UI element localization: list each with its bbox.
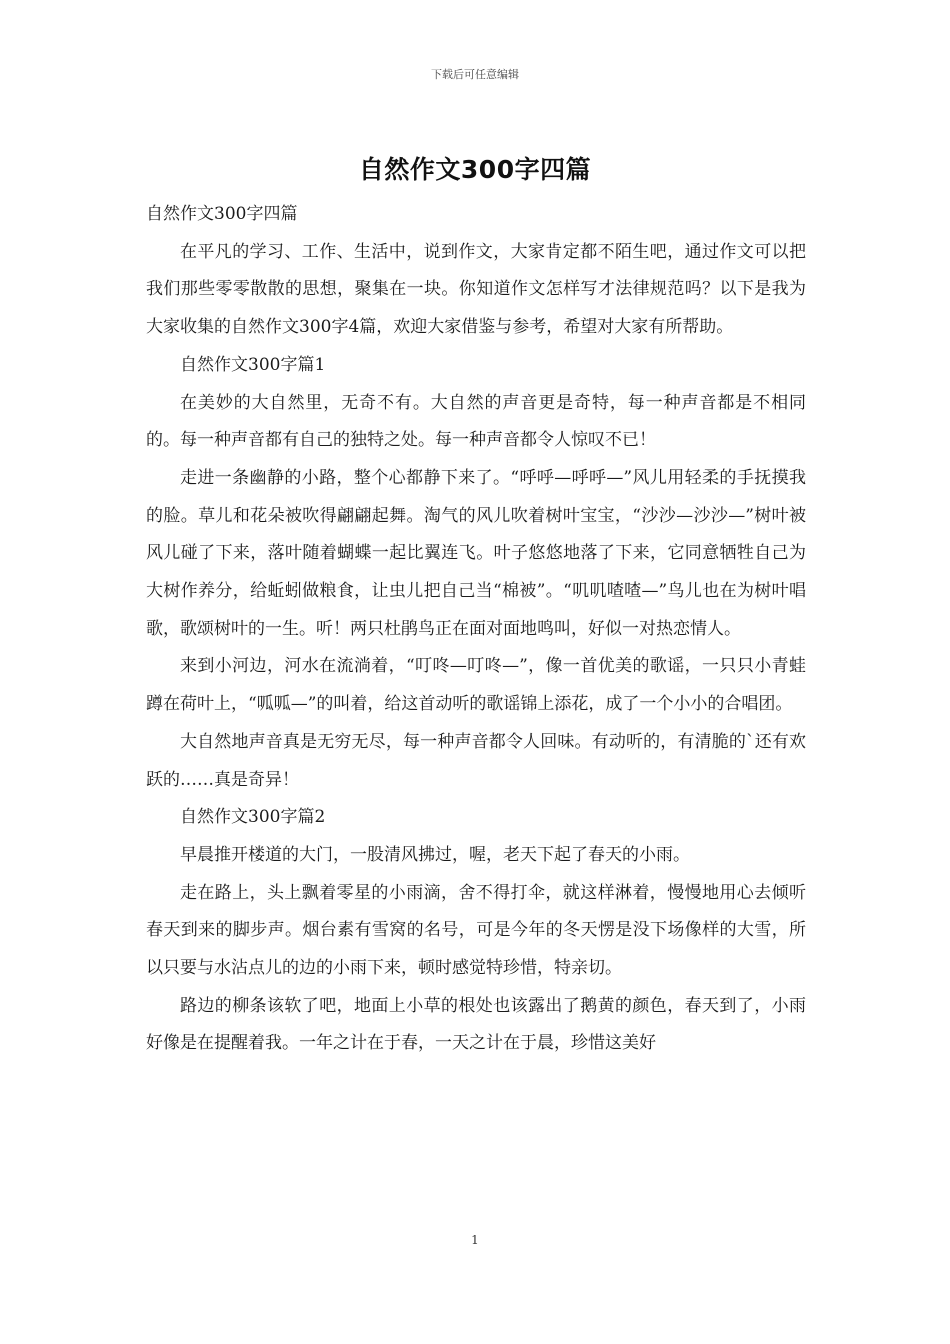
paragraph: 走进一条幽静的小路，整个心都静下来了。“呼呼—呼呼—”风儿用轻柔的手抚摸我的脸。草儿和花朵被吹得翩翩起舞。淘气的风儿吹着树叶宝宝，“沙沙—沙沙—”树叶被风儿碰了下来，落叶随着蝴蝶一起比翼连飞。叶子悠悠地落了下来，它同意牺牲自己为大树作养分，给蚯蚓做粮食，让虫儿把自己当“棉被”。“叽叽喳喳—”鸟儿也在为树叶唱歌，歌颂树叶的一生。听！两只杜鹃鸟正在面对面地鸣叫，好似一对热恋情人。 (146, 467, 806, 639)
paragraph: 在美妙的大自然里，无奇不有。大自然的声音更是奇特，每一种声音都是不相同的。每一种声音都有自己的独特之处。每一种声音都令人惊叹不已！ (146, 392, 806, 451)
document-title: 自然作文300字四篇 (358, 155, 592, 184)
subtitle-line: 自然作文300字四篇 (146, 204, 298, 224)
paragraph: 走在路上，头上飘着零星的小雨滴，舍不得打伞，就这样淋着，慢慢地用心去倾听春天到来的脚步声。烟台素有雪窝的名号，可是今年的冬天愣是没下场像样的大雪，所以只要与水沾点儿的边的小雨下来，顿时感觉特珍惜，特亲切。 (146, 882, 806, 979)
document-body (146, 196, 806, 1063)
header-note: 下载后可任意编辑 (431, 68, 519, 81)
intro-paragraph: 在平凡的学习、工作、生活中，说到作文，大家肯定都不陌生吧，通过作文可以把我们那些零零散散的思想，聚集在一块。你知道作文怎样写才法律规范吗？以下是我为大家收集的自然作文300字4篇，欢迎大家借鉴与参考，希望对大家有所帮助。 (146, 241, 806, 338)
section-heading-1: 自然作文300字篇1 (180, 354, 326, 375)
section-heading-2: 自然作文300字篇2 (180, 807, 326, 828)
paragraph: 路边的柳条该软了吧，地面上小草的根处也该露出了鹅黄的颜色，春天到了，小雨好像是在提醒着我。一年之计在于春，一天之计在于晨，珍惜这美好 (146, 995, 806, 1054)
paragraph: 早晨推开楼道的大门，一股清风拂过，喔，老天下起了春天的小雨。 (180, 844, 690, 865)
page-number: 1 (471, 1233, 479, 1247)
paragraph: 来到小河边，河水在流淌着，“叮咚—叮咚—”，像一首优美的歌谣，一只只小青蛙蹲在荷叶上，“呱呱—”的叫着，给这首动听的歌谣锦上添花，成了一个小小的合唱团。 (146, 656, 806, 715)
paragraph: 大自然地声音真是无穷无尽，每一种声音都令人回味。有动听的，有清脆的`还有欢跃的……真是奇异！ (146, 731, 806, 790)
